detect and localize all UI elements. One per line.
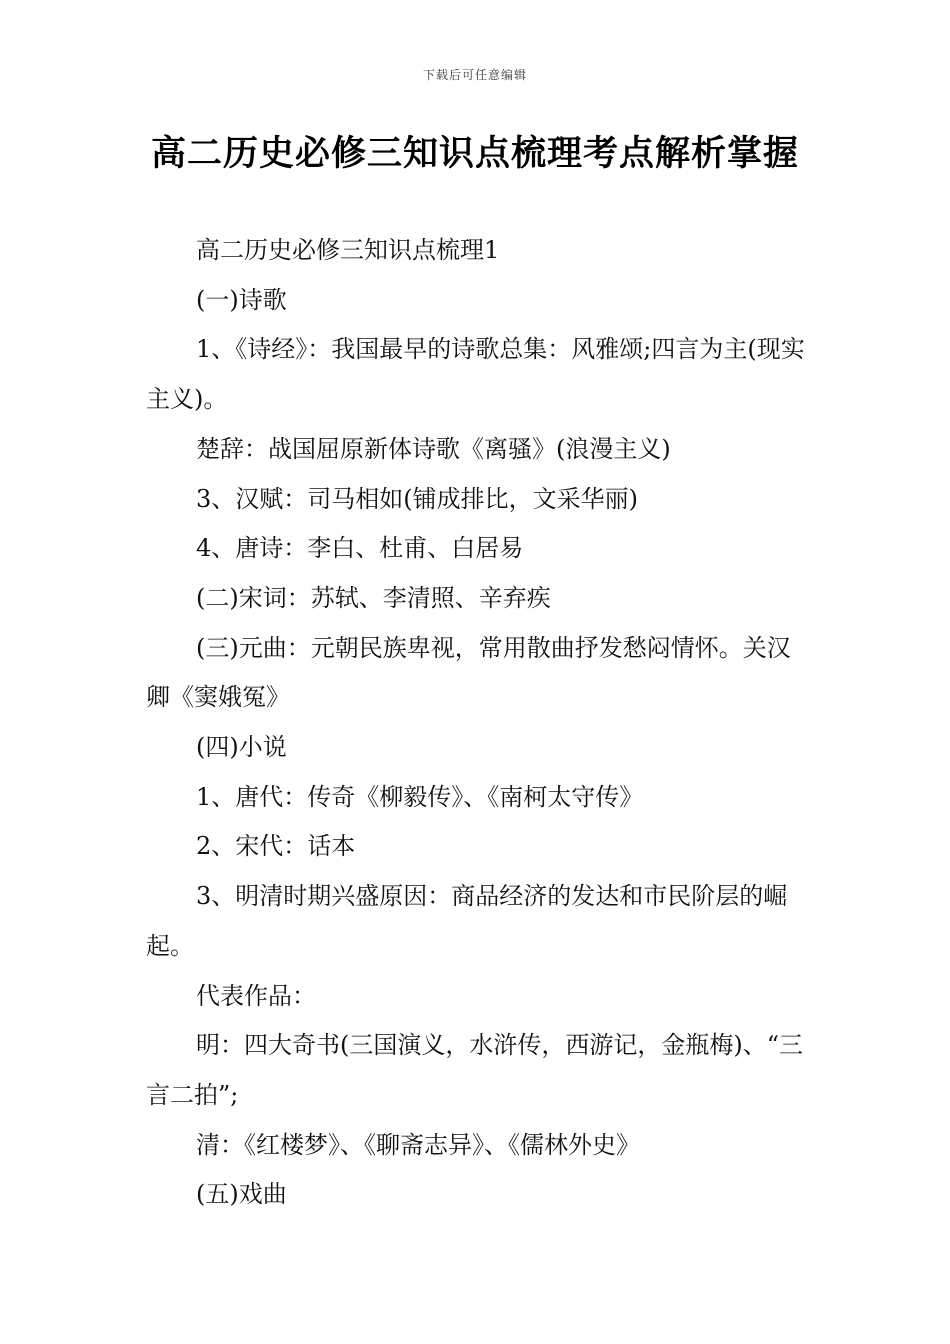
paragraph-tang-novel: 1、唐代：传奇《柳毅传》、《南柯太守传》	[196, 782, 644, 811]
paragraph-song-novel: 2、宋代：话本	[196, 832, 356, 861]
paragraph-yuanqu: (三)元曲：元朝民族卑视，常用散曲抒发愁闷情怀。关汉卿《窦娥冤》	[146, 633, 791, 712]
paragraph-shijing: 1、《诗经》：我国最早的诗歌总集：风雅颂;四言为主(现实主义)。	[146, 335, 805, 414]
paragraph-chuci: 楚辞：战国屈原新体诗歌《离骚》(浪漫主义)	[196, 434, 671, 463]
paragraph-hanfu: 3、汉赋：司马相如(铺成排比，文采华丽)	[196, 484, 638, 513]
document-title: 高二历史必修三知识点梳理考点解析掌握	[150, 134, 799, 174]
paragraph-songci: (二)宋词：苏轼、李清照、辛弃疾	[196, 583, 551, 612]
paragraph-works-label: 代表作品：	[196, 981, 316, 1010]
subsection-heading-poetry: (一)诗歌	[196, 285, 287, 314]
document-body	[146, 226, 811, 1220]
paragraph-ming-works: 明：四大奇书(三国演义，水浒传，西游记，金瓶梅)、“三言二拍”;	[146, 1031, 803, 1109]
subsection-heading-drama: (五)戏曲	[196, 1180, 287, 1209]
paragraph-tangshi: 4、唐诗：李白、杜甫、白居易	[196, 534, 524, 563]
paragraph-qing-works: 清：《红楼梦》、《聊斋志异》、《儒林外史》	[196, 1130, 640, 1159]
paragraph-mingqing-reason: 3、明清时期兴盛原因：商品经济的发达和市民阶层的崛起。	[146, 882, 788, 960]
subsection-heading-novel: (四)小说	[196, 733, 287, 762]
section-heading: 高二历史必修三知识点梳理1	[196, 236, 500, 264]
header-note: 下载后可任意编辑	[422, 68, 527, 82]
